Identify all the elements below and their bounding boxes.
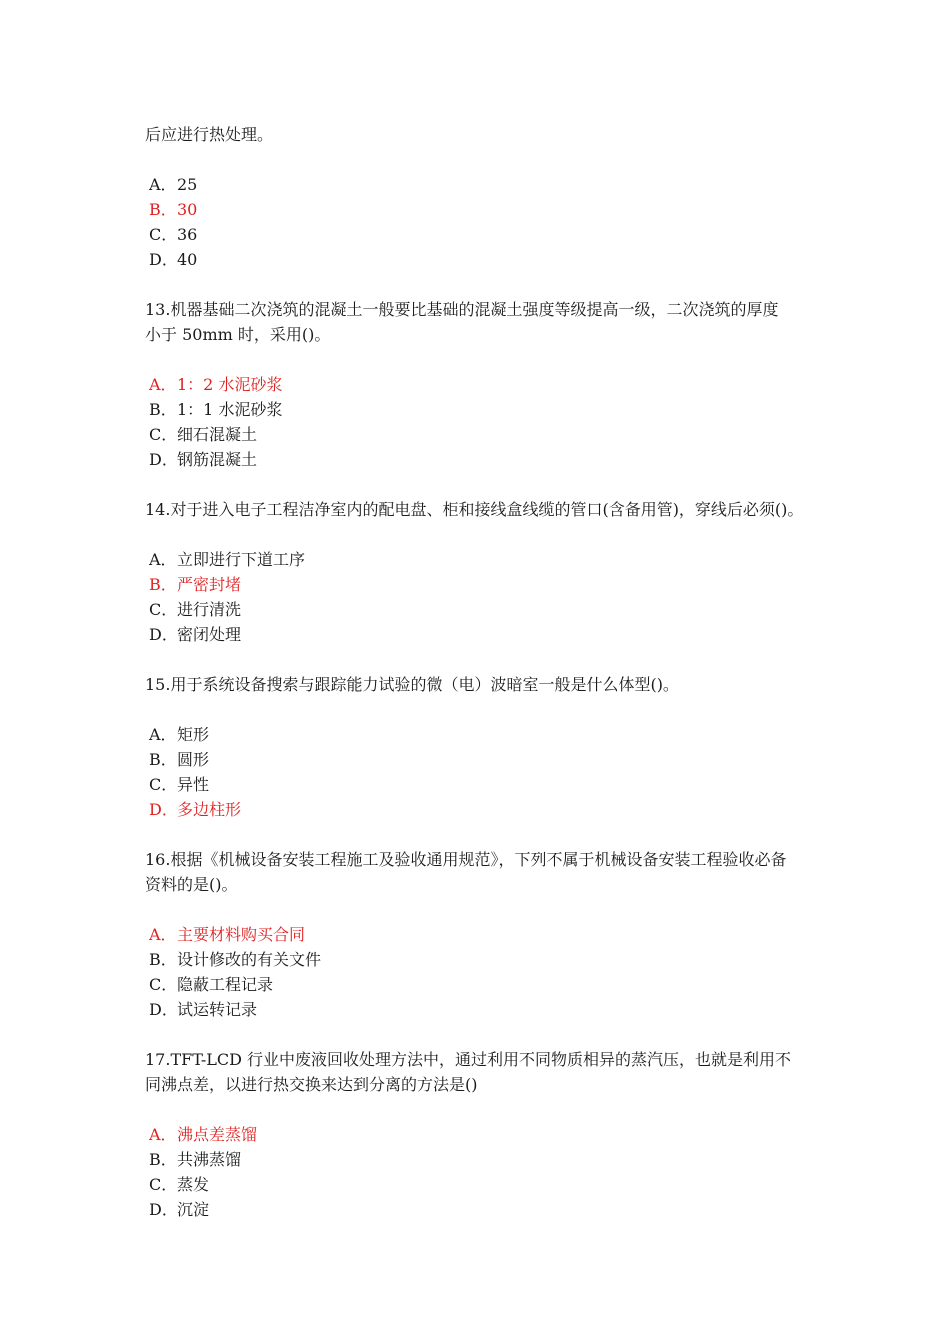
question-13 [145,297,825,472]
question-list [145,272,825,1222]
question-15 [145,672,825,822]
option-text: 细石混凝土 [177,425,258,444]
q15-option-c [145,772,825,797]
q12-option-b [145,197,825,222]
option-letter: B． [149,200,177,219]
q13-option-b [145,397,825,422]
question-text: 13.机器基础二次浇筑的混凝土一般要比基础的混凝土强度等级提高一级，二次浇筑的厚度 [145,300,779,319]
option-text: 矩形 [177,725,210,744]
question-text: 14.对于进入电子工程洁净室内的配电盘、柜和接线盒线缆的管口(含备用管)，穿线后必须()。 [145,500,804,519]
option-text: 沸点差蒸馏 [177,1125,258,1144]
options-list [145,547,825,647]
option-letter: C． [149,425,178,444]
option-letter: C． [149,600,178,619]
option-text: 多边柱形 [177,800,242,819]
option-letter: D． [149,800,178,819]
q13-option-a [145,372,825,397]
q16-option-b [145,947,825,972]
option-text: 40 [177,250,198,269]
option-letter: B． [149,950,177,969]
options-list [145,922,825,1022]
q12-option-a [145,172,825,197]
option-text: 36 [177,225,198,244]
option-letter: A． [149,550,177,569]
option-text: 严密封堵 [177,575,242,594]
option-text: 钢筋混凝土 [177,450,258,469]
option-letter: A． [149,375,177,394]
question-text: 15.用于系统设备搜索与跟踪能力试验的微（电）波暗室一般是什么体型()。 [145,675,679,694]
q12-options [145,172,825,272]
q12-option-c [145,222,825,247]
question-text: 资料的是()。 [145,875,238,894]
q15-option-a [145,722,825,747]
q17-option-c [145,1172,825,1197]
option-text: 异性 [177,775,210,794]
question-16 [145,847,825,1022]
option-letter: B． [149,750,177,769]
q15-option-b [145,747,825,772]
question-text: 17.TFT-LCD 行业中废液回收处理方法中，通过利用不同物质相异的蒸汽压，也就是利用不 [145,1050,792,1069]
q17-option-a [145,1122,825,1147]
option-text: 共沸蒸馏 [177,1150,242,1169]
q14-option-d [145,622,825,647]
option-text: 25 [177,175,198,194]
options-list [145,1122,825,1222]
q17-option-b [145,1147,825,1172]
option-text: 1：2 水泥砂浆 [177,375,283,394]
option-letter: B． [149,1150,177,1169]
q13-option-c [145,422,825,447]
option-letter: B． [149,400,177,419]
option-text: 试运转记录 [177,1000,258,1019]
question-text: 16.根据《机械设备安装工程施工及验收通用规范》，下列不属于机械设备安装工程验收必备 [145,850,787,869]
options-list [145,722,825,822]
option-text: 蒸发 [177,1175,210,1194]
q15-option-d [145,797,825,822]
question-text: 小于 50mm 时，采用()。 [145,325,331,344]
q16-option-d [145,997,825,1022]
option-text: 密闭处理 [177,625,242,644]
option-text: 1：1 水泥砂浆 [177,400,283,419]
q14-option-a [145,547,825,572]
q12-option-d [145,247,825,272]
option-text: 圆形 [177,750,210,769]
option-text: 30 [177,200,198,219]
option-letter: D． [149,1200,178,1219]
question-14 [145,497,825,647]
option-letter: D． [149,250,178,269]
option-letter: A． [149,725,177,744]
option-letter: A． [149,175,177,194]
option-letter: A． [149,1125,177,1144]
option-text: 进行清洗 [177,600,242,619]
option-letter: C． [149,775,178,794]
lead-text: 后应进行热处理。 [145,125,274,144]
q14-option-c [145,597,825,622]
option-letter: D． [149,625,178,644]
option-text: 沉淀 [177,1200,210,1219]
question-text: 同沸点差，以进行热交换来达到分离的方法是() [145,1075,478,1094]
q13-option-d [145,447,825,472]
option-letter: B． [149,575,177,594]
q17-option-d [145,1197,825,1222]
q16-option-c [145,972,825,997]
option-letter: C． [149,225,178,244]
document-page [145,122,825,1222]
option-letter: D． [149,1000,178,1019]
option-letter: C． [149,1175,178,1194]
option-text: 设计修改的有关文件 [177,950,322,969]
options-list [145,372,825,472]
question-17 [145,1047,825,1222]
q16-option-a [145,922,825,947]
option-text: 立即进行下道工序 [177,550,306,569]
option-text: 隐蔽工程记录 [177,975,274,994]
option-text: 主要材料购买合同 [177,925,306,944]
option-letter: D． [149,450,178,469]
option-letter: C． [149,975,178,994]
option-letter: A． [149,925,177,944]
q14-option-b [145,572,825,597]
